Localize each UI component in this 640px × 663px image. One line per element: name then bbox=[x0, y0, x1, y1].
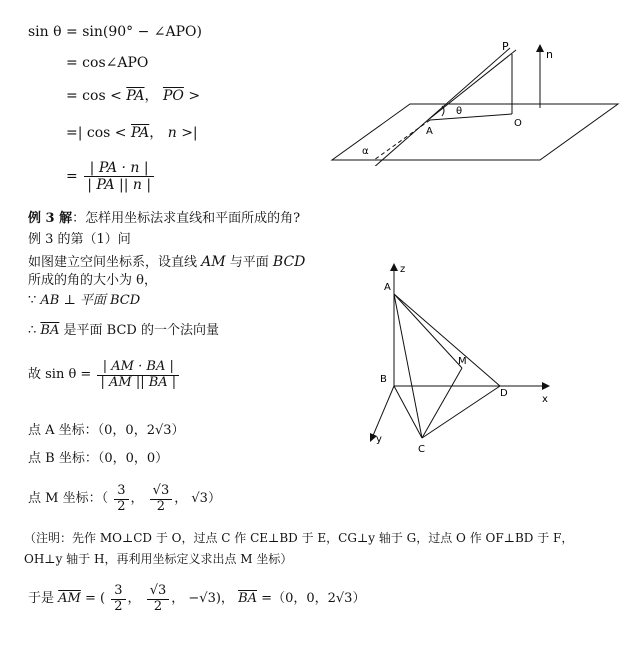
therefore-symbol: ∴ bbox=[28, 323, 37, 338]
deriv-line4-suffix: >| bbox=[181, 125, 198, 141]
point-m-label: 点 M 坐标：（ bbox=[28, 490, 109, 506]
edge-cd bbox=[422, 386, 500, 438]
deriv-line3-vec-pa: $\overline{PA}$ bbox=[126, 88, 145, 104]
line-pa-second bbox=[428, 50, 516, 120]
therefore-line bbox=[28, 324, 219, 339]
final-end2: ） bbox=[352, 590, 366, 606]
final-x bbox=[111, 584, 125, 615]
final-y-num: √3 bbox=[147, 584, 170, 600]
final-y-den: 2 bbox=[153, 598, 163, 614]
fig2-label-c: C bbox=[418, 444, 425, 455]
final-prefix: 于是 bbox=[28, 590, 55, 606]
deriv-line5-denominator: | PA || n | bbox=[87, 177, 152, 194]
edge-ac bbox=[394, 294, 422, 438]
point-m-y bbox=[150, 484, 173, 515]
plane-alpha bbox=[332, 104, 618, 160]
point-m-x-den: 2 bbox=[117, 498, 126, 514]
point-a-value: 2√3 bbox=[146, 423, 172, 438]
point-b-line: 点 B 坐标：（0，0，0） bbox=[28, 451, 169, 466]
point-a-line bbox=[28, 424, 185, 439]
deriv-line3 bbox=[66, 88, 200, 104]
fig1-label-alpha: α bbox=[362, 146, 369, 157]
example-title bbox=[28, 212, 300, 227]
final-z2: 2√3 bbox=[327, 590, 353, 606]
deriv-line3-suffix: > bbox=[188, 88, 201, 104]
example-setup-line2: 所成的角的大小为 θ， bbox=[28, 273, 157, 288]
fig1-label-a: A bbox=[426, 126, 433, 137]
fig2-label-y: y bbox=[376, 434, 382, 445]
deriv-line5-fraction bbox=[84, 160, 154, 193]
note-line2: OH⊥y 轴于 H，再利用坐标定义求出点 M 坐标） bbox=[24, 552, 293, 566]
final-x-den: 2 bbox=[114, 598, 123, 614]
because-text: AB ⊥ 平面 BCD bbox=[40, 293, 141, 308]
point-m-sep1: ， bbox=[130, 490, 144, 506]
fig1-label-theta: θ bbox=[456, 106, 463, 117]
fig2-label-m: M bbox=[458, 356, 467, 367]
point-m-z: √3 bbox=[191, 490, 208, 506]
deriv-line1 bbox=[28, 24, 202, 40]
point-m-sep2: ， bbox=[174, 490, 188, 506]
fig2-label-d: D bbox=[500, 388, 508, 399]
final-eq2: =（0，0， bbox=[261, 590, 328, 606]
deriv-line4-prefix: =| cos < bbox=[66, 125, 127, 141]
final-end1: )， bbox=[215, 590, 234, 606]
final-z: −√3 bbox=[188, 590, 216, 606]
deriv-line1-rhs: = sin(90° − ∠APO) bbox=[66, 24, 202, 40]
deriv-line1-lhs: sin θ bbox=[28, 24, 62, 40]
gu-numerator: | AM · BA | bbox=[97, 360, 179, 376]
deriv-line5-eq: = bbox=[66, 168, 78, 185]
figure-plane-diagram bbox=[330, 36, 620, 166]
x-axis-arrow bbox=[542, 382, 550, 390]
deriv-line5 bbox=[66, 160, 156, 193]
final-eq1: = ( bbox=[85, 590, 106, 606]
deriv-line3-vec-po: $\overline{PO}$ bbox=[162, 88, 184, 104]
gu-fraction bbox=[97, 360, 179, 391]
point-m-line bbox=[28, 484, 221, 515]
point-m-y-den: 2 bbox=[156, 498, 166, 514]
final-x-num: 3 bbox=[111, 584, 125, 600]
final-vec-ba: $\overline{BA}$ bbox=[238, 590, 258, 606]
gu-line bbox=[28, 360, 181, 391]
fig1-label-n: n bbox=[546, 48, 553, 61]
gu-denominator: | AM || BA | bbox=[100, 374, 177, 390]
deriv-line3-sep: ， bbox=[144, 88, 159, 104]
z-axis-arrow bbox=[390, 263, 398, 271]
point-m-x-num: 3 bbox=[114, 484, 128, 500]
point-a-end: ） bbox=[171, 423, 185, 438]
deriv-line2: = cos∠APO bbox=[66, 55, 149, 71]
final-sep1: ， bbox=[127, 590, 141, 606]
setup1-am: AM bbox=[201, 254, 226, 270]
therefore-vec-ba: $\overline{BA}$ bbox=[40, 323, 60, 338]
edge-ad bbox=[394, 294, 500, 386]
normal-arrowhead bbox=[536, 44, 544, 52]
edge-cm bbox=[422, 368, 462, 438]
example-subtitle: 例 3 的第（1）问 bbox=[28, 232, 131, 247]
deriv-line4-vec-pa: $\overline{PA}$ bbox=[131, 125, 150, 141]
deriv-line4 bbox=[66, 125, 198, 141]
final-sep2: ， bbox=[171, 590, 185, 606]
edge-am bbox=[394, 294, 462, 368]
setup1-bcd: BCD bbox=[272, 254, 306, 270]
setup1-a: 如图建立空间坐标系，设直线 bbox=[28, 255, 198, 270]
fig2-label-b: B bbox=[380, 374, 387, 385]
final-vec-am: $\overline{AM}$ bbox=[58, 590, 81, 606]
fig2-label-x: x bbox=[542, 394, 548, 405]
figure-tetrahedron-diagram bbox=[358, 256, 558, 456]
deriv-line4-sep: ， bbox=[149, 125, 164, 141]
because-line bbox=[28, 294, 140, 309]
edge-bc bbox=[394, 386, 422, 438]
final-y bbox=[147, 584, 170, 615]
line-a-dashed bbox=[374, 120, 430, 160]
point-a-label: 点 A 坐标：（0，0， bbox=[28, 423, 147, 438]
fig1-label-p: P bbox=[502, 40, 509, 53]
example-setup-line1 bbox=[28, 254, 305, 271]
point-m-end: ） bbox=[207, 490, 221, 506]
note-line1: （注明：先作 MO⊥CD 于 O，过点 C 作 CE⊥BD 于 E，CG⊥y 轴于 G，过点 O 作 OF⊥BD 于 F， bbox=[24, 531, 574, 545]
because-symbol: ∵ bbox=[28, 293, 37, 308]
example-title-bold: 例 3 解 bbox=[28, 211, 73, 226]
deriv-line5-numerator: | PA · n | bbox=[84, 160, 154, 177]
example-title-rest: ：怎样用坐标法求直线和平面所成的角? bbox=[72, 211, 301, 226]
line-pa bbox=[364, 48, 510, 166]
point-m-y-num: √3 bbox=[150, 484, 173, 500]
final-line bbox=[28, 584, 365, 615]
fig2-label-z: z bbox=[400, 264, 406, 275]
point-m-x bbox=[114, 484, 128, 515]
setup1-b: 与平面 bbox=[229, 255, 269, 270]
fig2-label-a: A bbox=[384, 282, 391, 293]
deriv-line4-vec-n: n bbox=[167, 125, 177, 141]
therefore-text: 是平面 BCD 的一个法向量 bbox=[63, 323, 219, 338]
fig1-label-o: O bbox=[514, 118, 522, 129]
gu-prefix: 故 sin θ = bbox=[28, 366, 92, 382]
y-axis bbox=[372, 386, 394, 438]
deriv-line3-prefix: = cos < bbox=[66, 88, 122, 104]
